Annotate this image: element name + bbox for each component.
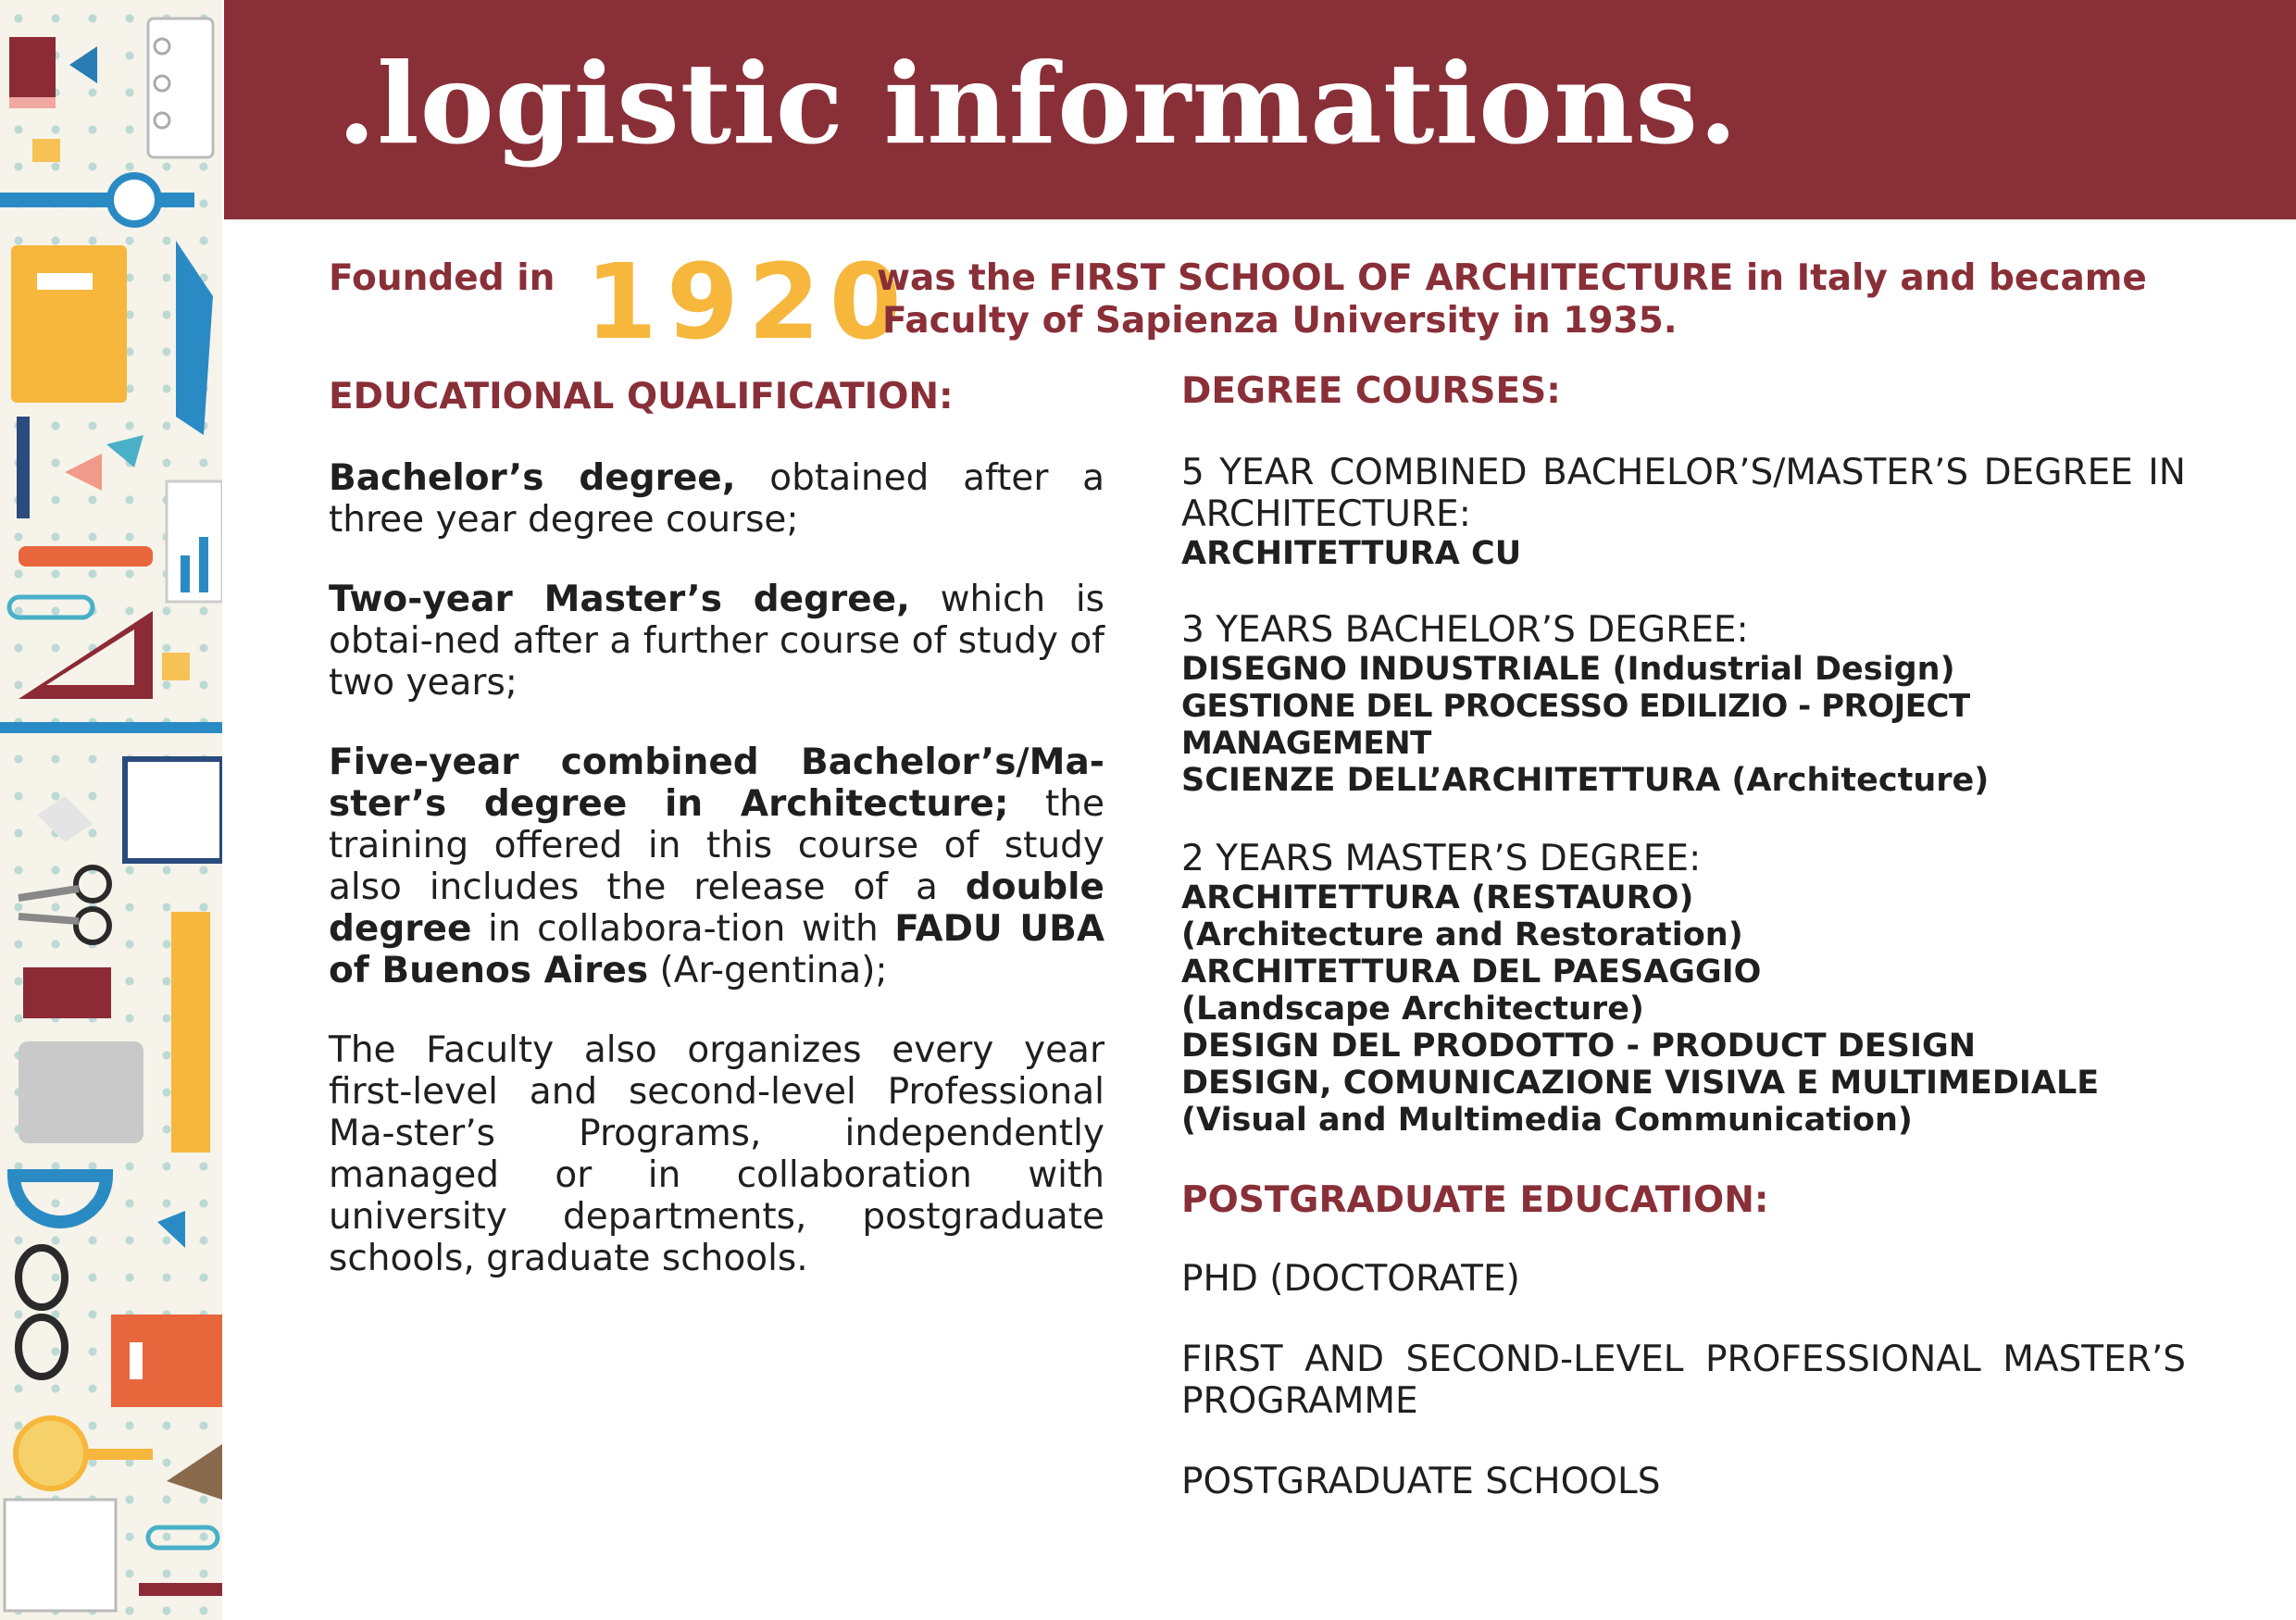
combined-paragraph — [329, 741, 1104, 991]
sharpener-icon — [167, 1444, 222, 1500]
degree-courses-heading: DEGREE COURSES: — [1181, 370, 1561, 412]
combined-text-1: the training offered in this course of study also includes the release of a — [329, 783, 1105, 908]
combined-text-2: in collabora-tion with — [471, 908, 895, 950]
airplane-icon — [176, 241, 213, 435]
page-title: .logistic informations. — [337, 39, 1739, 169]
master-text: which is obtai-ned after a further course of study of two years; — [329, 579, 1104, 704]
protractor-icon — [14, 1176, 106, 1222]
founded-label: Founded in — [329, 257, 555, 299]
calculator-icon — [125, 759, 222, 861]
title-banner — [224, 0, 2296, 219]
watch-icon — [0, 193, 194, 207]
master-paragraph — [329, 579, 1104, 704]
three-year-item: GESTIONE DEL PROCESSO EDILIZIO - PROJECT MANAGEMENT — [1181, 688, 1970, 762]
two-year-item: (Architecture and Restoration) — [1181, 916, 1743, 953]
postgraduate-heading: POSTGRADUATE EDUCATION: — [1181, 1179, 1769, 1221]
two-year-item: DESIGN DEL PRODOTTO - PRODUCT DESIGN — [1181, 1028, 1976, 1065]
two-year-item: ARCHITETTURA (RESTAURO) — [1181, 879, 1694, 916]
educational-heading: EDUCATIONAL QUALIFICATION: — [329, 376, 954, 417]
magnifier-icon — [16, 1418, 86, 1489]
five-year-item: ARCHITETTURA CU — [1181, 535, 1522, 572]
five-year-title: 5 YEAR COMBINED BACHELOR’S/MASTER’S DEGREE IN ARCHITECTURE: — [1181, 452, 2186, 535]
postgraduate-item: PHD (DOCTORATE) — [1181, 1258, 1520, 1300]
postgraduate-item: POSTGRADUATE SCHOOLS — [1181, 1461, 1661, 1502]
postgraduate-item: FIRST AND SECOND-LEVEL PROFESSIONAL MASTER’S PROGRAMME — [1181, 1339, 2186, 1422]
bachelor-paragraph — [329, 457, 1104, 541]
glasses-icon — [19, 1248, 65, 1307]
founded-line-1: was the FIRST SCHOOL OF ARCHITECTURE in Italy and became — [877, 257, 2147, 299]
binder-clip-icon — [157, 1211, 185, 1248]
degree-courses-section — [1181, 370, 2186, 1502]
educational-qualification-section — [329, 376, 1104, 1279]
cutter-icon — [19, 546, 153, 567]
stationery-illustration — [0, 0, 222, 1620]
combined-bold-2: double degree — [329, 866, 1104, 950]
founded-description — [877, 257, 2191, 343]
faculty-paragraph: The Faculty also organizes every year first-level and second-level Professional Ma-ster’s Programs, independently managed or in collaboration with university departments, postgraduate schools, graduate schools. — [329, 1029, 1104, 1279]
master-bold: Two-year Master’s degree, — [329, 579, 910, 620]
two-year-item: ARCHITETTURA DEL PAESAGGIO — [1181, 953, 1762, 991]
two-year-title: 2 YEARS MASTER’S DEGREE: — [1181, 838, 1702, 879]
combined-bold-3: FADU UBA of Buenos Aires — [329, 908, 1104, 991]
eraser-icon — [23, 967, 111, 1018]
folder-icon — [11, 245, 127, 403]
book-icon — [111, 1315, 222, 1407]
bachelor-bold: Bachelor’s degree, — [329, 457, 736, 499]
two-year-item: (Landscape Architecture) — [1181, 991, 1644, 1028]
founded-year: 1920 — [585, 243, 911, 363]
calendar-icon — [5, 1500, 116, 1611]
ruler-icon — [171, 912, 210, 1153]
two-year-item: DESIGN, COMUNICAZIONE VISIVA E MULTIMEDIALE — [1181, 1065, 2100, 1102]
printer-icon — [19, 1041, 144, 1143]
pushpin-icon — [69, 46, 97, 83]
combined-text-3: (Ar-gentina); — [648, 950, 888, 991]
three-year-item: DISEGNO INDUSTRIALE (Industrial Design) — [1181, 651, 1955, 688]
notebook-icon — [9, 37, 56, 102]
pencil-icon — [17, 417, 30, 518]
paintbrush-icon — [0, 722, 222, 733]
two-year-item: (Visual and Multimedia Communication) — [1181, 1102, 1913, 1139]
paperclip-icon — [9, 597, 93, 617]
three-year-title: 3 YEARS BACHELOR’S DEGREE: — [1181, 609, 1749, 651]
combined-bold: Five-year combined Bachelor’s/Ma-ster’s degree in Architecture; — [329, 741, 1104, 825]
bachelor-text: obtained after a three year degree course; — [329, 457, 1104, 541]
decorative-stationery-strip — [0, 0, 222, 1620]
scissors-icon — [76, 867, 109, 901]
three-year-item: SCIENZE DELL’ARCHITETTURA (Architecture) — [1181, 762, 1990, 799]
founded-line-2: Faculty of Sapienza University in 1935. — [882, 300, 1678, 342]
